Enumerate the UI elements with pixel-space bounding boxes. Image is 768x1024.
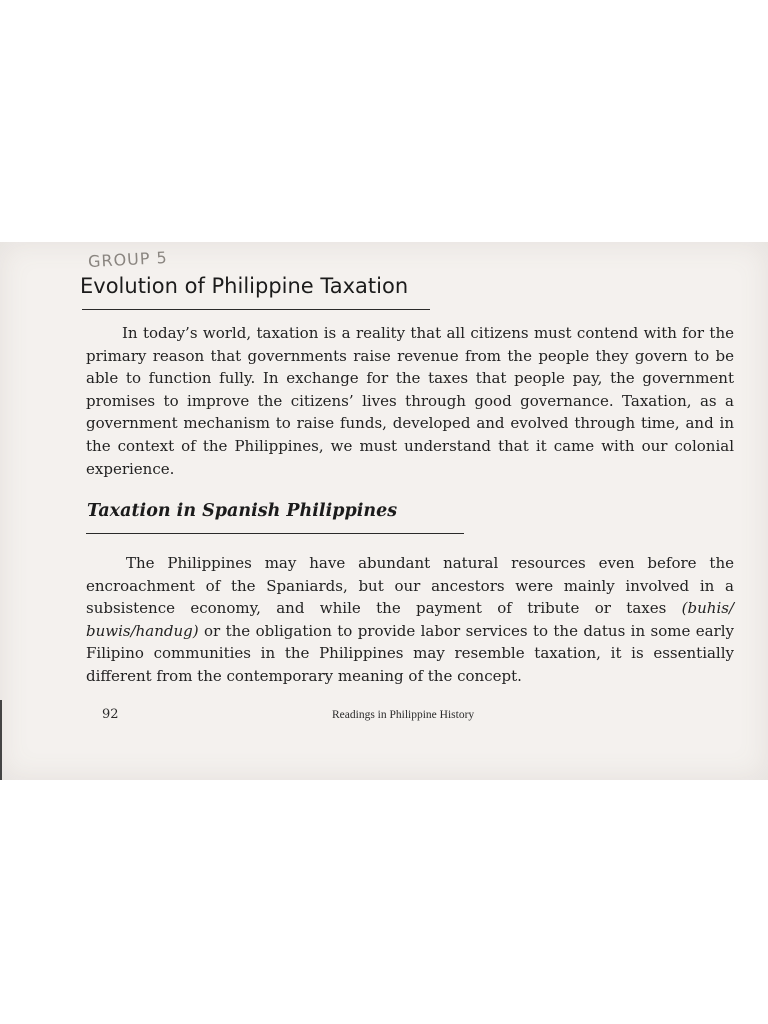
handwritten-note: GROUP 5 [87,247,169,272]
section-heading: Taxation in Spanish Philippines [87,501,398,521]
chapter-title: Evolution of Philippine Taxation [80,274,409,298]
paragraph-text-start: The Philippines may have abundant natural resources even before the encroachment of the Spaniards, but our ancestors were mainly involved in a subsistence economy, and while the payment of tribute or taxes [86,554,734,618]
section-paragraph [86,552,734,688]
paragraph-text-end: or the obligation to provide labor services to the datus in some early Filipino communities in the Philippines may resemble taxation, it is essentially different from the contemporary meaning of the concept. [86,621,734,685]
paragraph-italic-terms: (buhis/ buwis/handug) [86,599,734,640]
page-edge [0,700,2,780]
title-underline [82,309,430,310]
intro-paragraph: In today’s world, taxation is a reality that all citizens must contend with for the primary reason that governments raise revenue from the people they govern to be able to function fully. In exchange for the taxes that people pay, the government promises to improve the citizens’ lives through good governance. Taxation, as a government mechanism to raise funds, developed and evolved through time, and in the context of the Philippines, we must understand that it came with our colonial experience. [86,324,734,478]
section-underline [86,533,464,534]
page-number: 92 [102,707,119,722]
running-footer: Readings in Philippine History [332,709,475,721]
